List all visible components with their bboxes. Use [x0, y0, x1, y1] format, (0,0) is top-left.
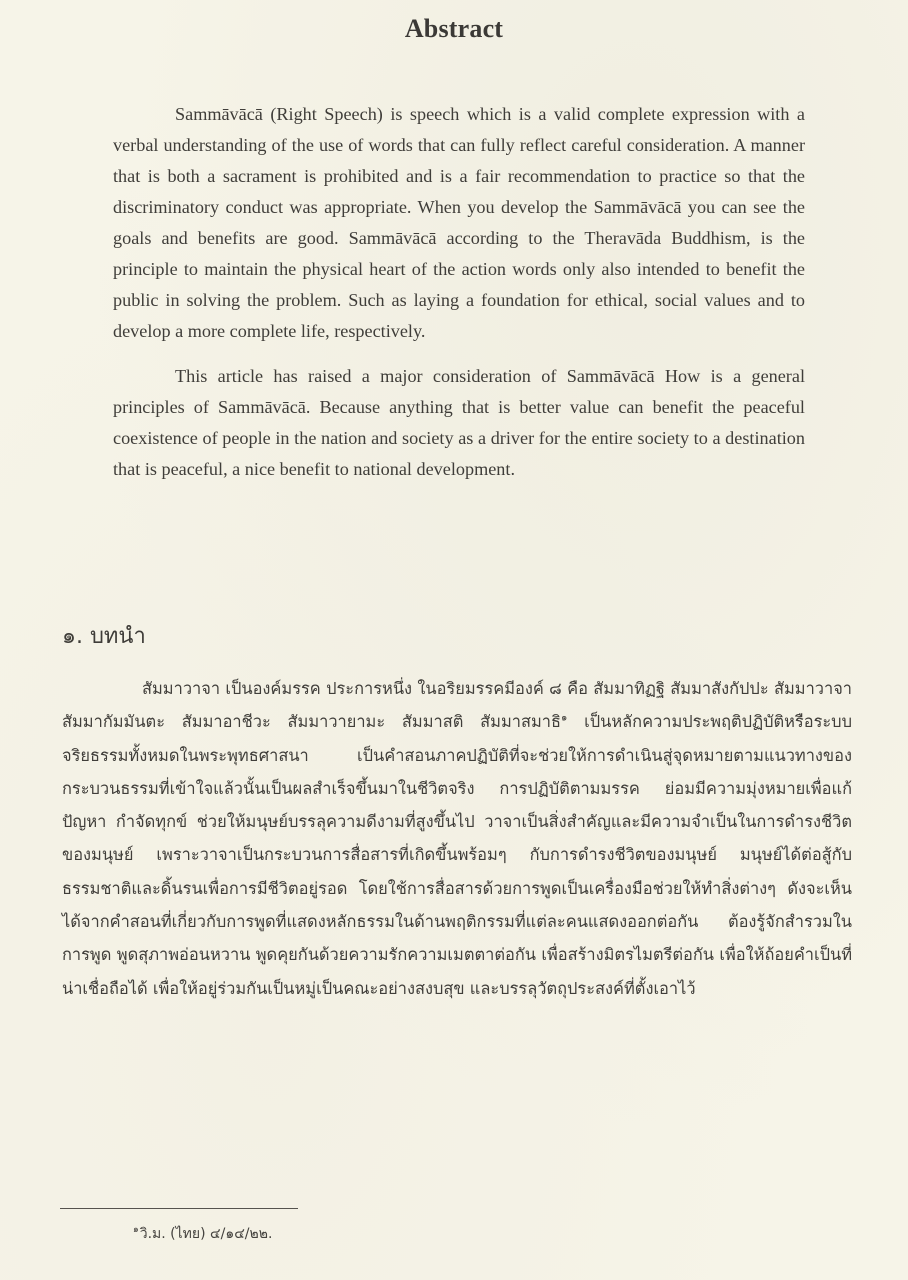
section-heading-introduction: ๑. บทนำ	[62, 624, 146, 649]
introduction-text-part1: สัมมาวาจา เป็นองค์มรรค ประการหนึ่ง ในอริยมรรคมีองค์ ๘ คือ สัมมาทิฏฐิ สัมมาสังกัปปะ สัมมาวาจา สัมมากัมมันตะ สัมมาอาชีวะ สัมมาวายามะ สัมมาสติ สัมมาสมาธิ	[62, 679, 852, 732]
abstract-title: Abstract	[404, 14, 504, 43]
footnote	[133, 1223, 272, 1245]
footnote-number: ๑	[133, 1225, 139, 1236]
abstract-body	[113, 99, 805, 485]
footnote-text: วิ.ม. (ไทย) ๔/๑๔/๒๒.	[139, 1226, 273, 1242]
abstract-paragraph-2: This article has raised a major consideration of Sammāvācā How is a general principles of Sammāvācā. Because anything that is better value can benefit the peaceful coexistence of people in the nation and society as a driver for the entire society to a destination that is peaceful, a nice benefit to national development.	[113, 366, 805, 479]
introduction-body	[62, 672, 852, 1005]
footnote-reference[interactable]: ๑	[561, 712, 568, 724]
introduction-paragraph	[62, 672, 852, 1005]
introduction-text-part2: เป็นหลักความประพฤติปฏิบัติหรือระบบจริยธรรมทั้งหมดในพระพุทธศาสนา เป็นคำสอนภาคปฏิบัติที่จะช่วยให้การดำเนินสู่จุดหมายตามแนวทางของกระบวนธรรมที่เข้าใจแล้วนั้นเป็นผลสำเร็จขึ้นมาในชีวิตจริง การปฏิบัติตามมรรค ย่อมมีความมุ่งหมายเพื่อแก้ปัญหา กำจัดทุกข์ ช่วยให้มนุษย์บรรลุความดีงามที่สูงขึ้นไป วาจาเป็นสิ่งสำคัญและมีความจำเป็นในการดำรงชีวิตของมนุษย์ เพราะวาจาเป็นกระบวนการสื่อสารที่เกิดขึ้นพร้อมๆ กับการดำรงชีวิตของมนุษย์ มนุษย์ได้ต่อสู้กับธรรมชาติและดิ้นรนเพื่อการมีชีวิตอยู่รอด โดยใช้การสื่อสารด้วยการพูดเป็นเครื่องมือช่วยให้ทำสิ่งต่างๆ ดังจะเห็นได้จากคำสอนที่เกี่ยวกับการพูดที่แสดงหลักธรรมในด้านพฤติกรรมที่แต่ละคนแสดงออกต่อกัน ต้องรู้จักสำรวมในการพูด พูดสุภาพอ่อนหวาน พูดคุยกันด้วยความรักความเมตตาต่อกัน เพื่อสร้างมิตรไมตรีต่อกัน เพื่อให้ถ้อยคำเป็นที่น่าเชื่อถือได้ เพื่อให้อยู่ร่วมกันเป็นหมู่เป็นคณะอย่างสงบสุข และบรรลุวัตถุประสงค์ที่ตั้งเอาไว้	[62, 712, 852, 998]
abstract-paragraph-1: Sammāvācā (Right Speech) is speech which is a valid complete expression with a verbal understanding of the use of words that can fully reflect careful consideration. A manner that is both a sacrament is prohibited and is a fair recommendation to practice so that the discriminatory conduct was appropriate. When you develop the Sammāvācā you can see the goals and benefits are good. Sammāvācā according to the Theravāda Buddhism, is the principle to maintain the physical heart of the action words only also intended to benefit the public in solving the problem. Such as laying a foundation for ethical, social values and to develop a more complete life, respectively.	[113, 104, 805, 341]
footnote-divider	[60, 1208, 298, 1209]
